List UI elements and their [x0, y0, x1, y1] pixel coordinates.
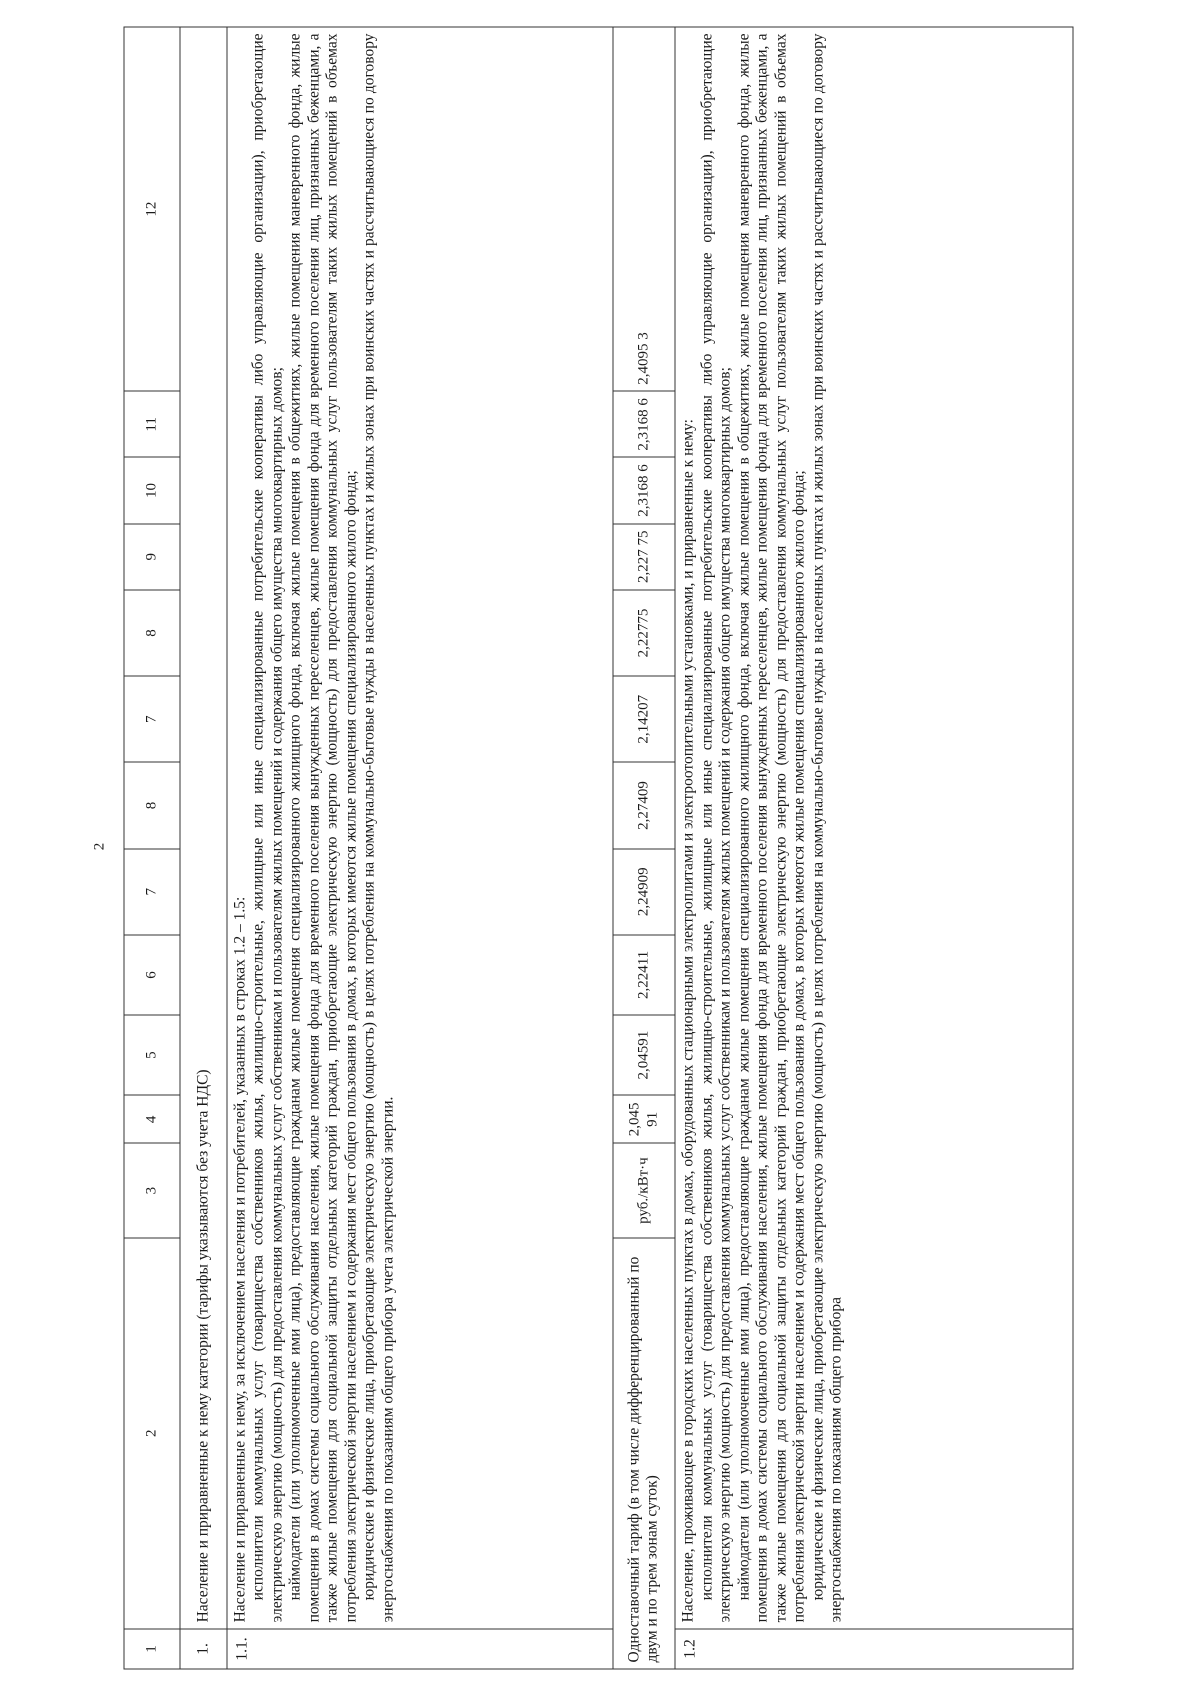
row-1-number: 1. [180, 1629, 227, 1669]
tariff-value-8: 2,27409 [613, 762, 675, 848]
header-cell-1: 1 [124, 1629, 180, 1669]
row-1-2-description [675, 27, 1073, 1629]
tariff-value-12: 2,3168 6 [613, 457, 675, 523]
tariff-value-11: 2,227 75 [613, 524, 675, 590]
row-1-1-paragraph-3: наймодатели (или уполномоченные ими лица), предоставляющие гражданам жилые помещения специализированного жилищного фонда, включая жилые помещения в общежитиях, жилые помещения маневренного фонда, жилые помещения в домах системы социального обслуживания населения, жилые помещения фонда для временного поселения вынужденных переселенцев, жилые помещения фонда для временного поселения лиц, признанных беженцами, а также жилые помещения для социальной защиты отдельных категорий граждан, приобретающие электрическую энергию (мощность) для предоставления коммунальных услуг пользователям таких жилых помещений в объемах потребления электрической энергии населением и содержания мест общего пользования в домах, в которых имеются жилые помещения специализированного жилого фонда; [286, 33, 360, 1623]
row-1-2 [675, 27, 1073, 1669]
tariff-value-4: 2,045 91 [613, 1095, 675, 1143]
header-cell-12: 10 [124, 457, 180, 523]
tariff-value-14: 2,4095 3 [613, 27, 675, 391]
header-cell-4: 4 [124, 1095, 180, 1143]
header-cell-9: 7 [124, 676, 180, 762]
tariff-value-13: 2,3168 6 [613, 391, 675, 457]
header-cell-5: 5 [124, 1015, 180, 1095]
header-cell-6: 6 [124, 935, 180, 1015]
row-1-2-number: 1.2 [675, 1629, 1073, 1669]
header-cell-3: 3 [124, 1143, 180, 1237]
row-1-title: Население и приравненные к нему категории (тарифы указываются без учета НДС) [180, 27, 227, 1629]
tariff-unit: руб./кВт·ч [613, 1143, 675, 1237]
row-1-2-paragraph-3: наймодатели (или уполномоченные ими лица), предоставляющие гражданам жилые помещения специализированного жилищного фонда, включая жилые помещения в общежитиях, жилые помещения маневренного фонда, жилые помещения в домах системы социального обслуживания населения, жилые помещения фонда для временного поселения вынужденных переселенцев, жилые помещения фонда для временного поселения лиц, признанных беженцами, а также жилые помещения для социальной защиты отдельных категорий граждан, приобретающие электрическую энергию (мощность) для предоставления коммунальных услуг пользователям таких жилых помещений в объемах потребления электрической энергии населением и содержания мест общего пользования в домах, в которых имеются жилые помещения специализированного жилого фонда; [735, 33, 808, 1623]
tariff-value-10: 2,22775 [613, 590, 675, 676]
row-1-1-description [227, 27, 613, 1629]
header-cell-10: 8 [124, 590, 180, 676]
tariff-value-9: 2,14207 [613, 676, 675, 762]
header-cell-11: 9 [124, 524, 180, 590]
header-cell-14: 12 [124, 27, 180, 391]
header-cell-13: 11 [124, 391, 180, 457]
tariff-table [124, 27, 1074, 1670]
row-1-1-paragraph-1: Население и приравненные к нему, за исключением населения и потребителей, указанных в строках 1.2 – 1.5: [231, 896, 249, 1623]
row-1 [180, 27, 227, 1669]
header-row [124, 27, 180, 1669]
header-cell-7: 7 [124, 849, 180, 935]
header-cell-8: 8 [124, 762, 180, 848]
row-1-2-paragraph-1: Население, проживающее в городских населенных пунктах в домах, оборудованных стационарными электроплитами и электроотопительными установками, и приравненные к нему: [679, 419, 697, 1623]
header-cell-2: 2 [124, 1238, 180, 1629]
tariff-value-5: 2,04591 [613, 1015, 675, 1095]
row-1-1-paragraph-2: исполнители коммунальных услуг (товарищества собственников жилья, жилищно-строительные, жилищные или иные специализированные потребительские кооперативы либо управляющие организации), приобретающие электрическую энергию (мощность) для предоставления коммунальных услуг собственникам и пользователям жилых помещений и содержания общего имущества многоквартирных домов; [249, 33, 286, 1623]
tariff-value-7: 2,24909 [613, 849, 675, 935]
row-1-1 [227, 27, 613, 1669]
tariff-row [613, 27, 675, 1669]
row-1-1-paragraph-4: юридические и физические лица, приобретающие электрическую энергию (мощность) в целях потребления на коммунально-бытовые нужды в населенных пунктах и жилых зонах при воинских частях и рассчитывающиеся по договору энергоснабжения по показаниям общего прибора учета электрической энергии. [360, 33, 397, 1623]
page-number: 2 [91, 842, 108, 851]
row-1-2-paragraph-2: исполнители коммунальных услуг (товарищества собственников жилья, жилищно-строительные, жилищные или иные специализированные потребительские кооперативы либо управляющие организации), приобретающие электрическую энергию (мощность) для предоставления коммунальных услуг собственникам и пользователям жилых помещений и содержания общего имущества многоквартирных домов; [698, 33, 734, 1623]
tariff-label: Одноставочный тариф (в том числе дифференцированный по двум и по трем зонам суток) [613, 1238, 675, 1669]
row-1-2-paragraph-4: юридические и физические лица, приобретающие электрическую энергию (мощность) в целях потребления на коммунально-бытовые нужды в населенных пунктах и жилых зонах при воинских частях и рассчитывающиеся по договору энергоснабжения по показаниям общего прибора [809, 33, 845, 1623]
row-1-1-number: 1.1. [227, 1629, 613, 1669]
tariff-value-6: 2,22411 [613, 935, 675, 1015]
tariff-table-sheet [124, 27, 1074, 1670]
